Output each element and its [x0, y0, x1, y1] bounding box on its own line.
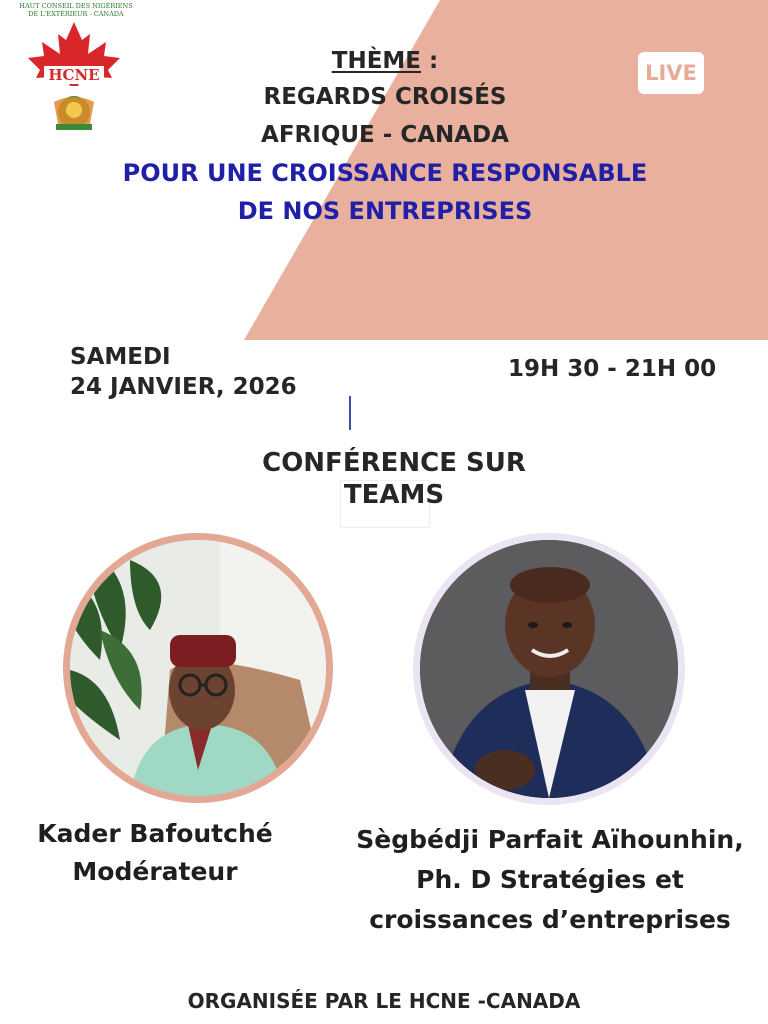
moderator-portrait — [70, 540, 326, 796]
event-date-text: 24 JANVIER, 2026 — [70, 374, 297, 400]
event-date — [70, 342, 297, 402]
moderator-name: Kader Bafoutché — [37, 819, 273, 848]
logo-caption — [12, 2, 140, 18]
speaker-info — [340, 820, 760, 940]
theme-line-2: AFRIQUE - CANADA — [261, 122, 509, 148]
moderator-info — [20, 815, 290, 891]
theme-line-1: REGARDS CROISÉS — [263, 84, 507, 110]
speaker-name: Sègbédji Parfait Aïhounhin, — [356, 825, 744, 854]
event-day: SAMEDI — [70, 344, 171, 370]
logo-caption-line2: DE L'EXTÉRIEUR - CANADA — [28, 10, 124, 18]
conference-line2: TEAMS — [343, 480, 445, 510]
moderator-role: Modérateur — [72, 857, 238, 886]
live-badge: LIVE — [638, 52, 704, 94]
speaker-role-line1: Ph. D Stratégies et — [416, 865, 684, 894]
speaker-role-line2: croissances d’entreprises — [369, 905, 731, 934]
event-time: 19H 30 - 21H 00 — [508, 356, 717, 382]
theme-line-4: DE NOS ENTREPRISES — [237, 197, 533, 225]
conference-label — [200, 447, 588, 511]
logo-acronym: HCNE — [44, 66, 104, 84]
theme-block — [40, 44, 730, 230]
theme-label — [40, 44, 730, 78]
theme-label-colon: : — [421, 48, 439, 74]
theme-line-3: POUR UNE CROISSANCE RESPONSABLE — [122, 159, 648, 187]
conference-line1: CONFÉRENCE SUR — [262, 448, 526, 478]
speaker-photo — [420, 540, 678, 798]
speaker-portrait — [420, 540, 678, 798]
logo-caption-line1: HAUT CONSEIL DES NIGÉRIENS — [19, 2, 133, 10]
moderator-photo — [70, 540, 326, 796]
organizer-text: ORGANISÉE PAR LE HCNE -CANADA — [187, 989, 581, 1013]
divider-line — [349, 396, 351, 430]
theme-label-text: THÈME — [331, 48, 422, 74]
